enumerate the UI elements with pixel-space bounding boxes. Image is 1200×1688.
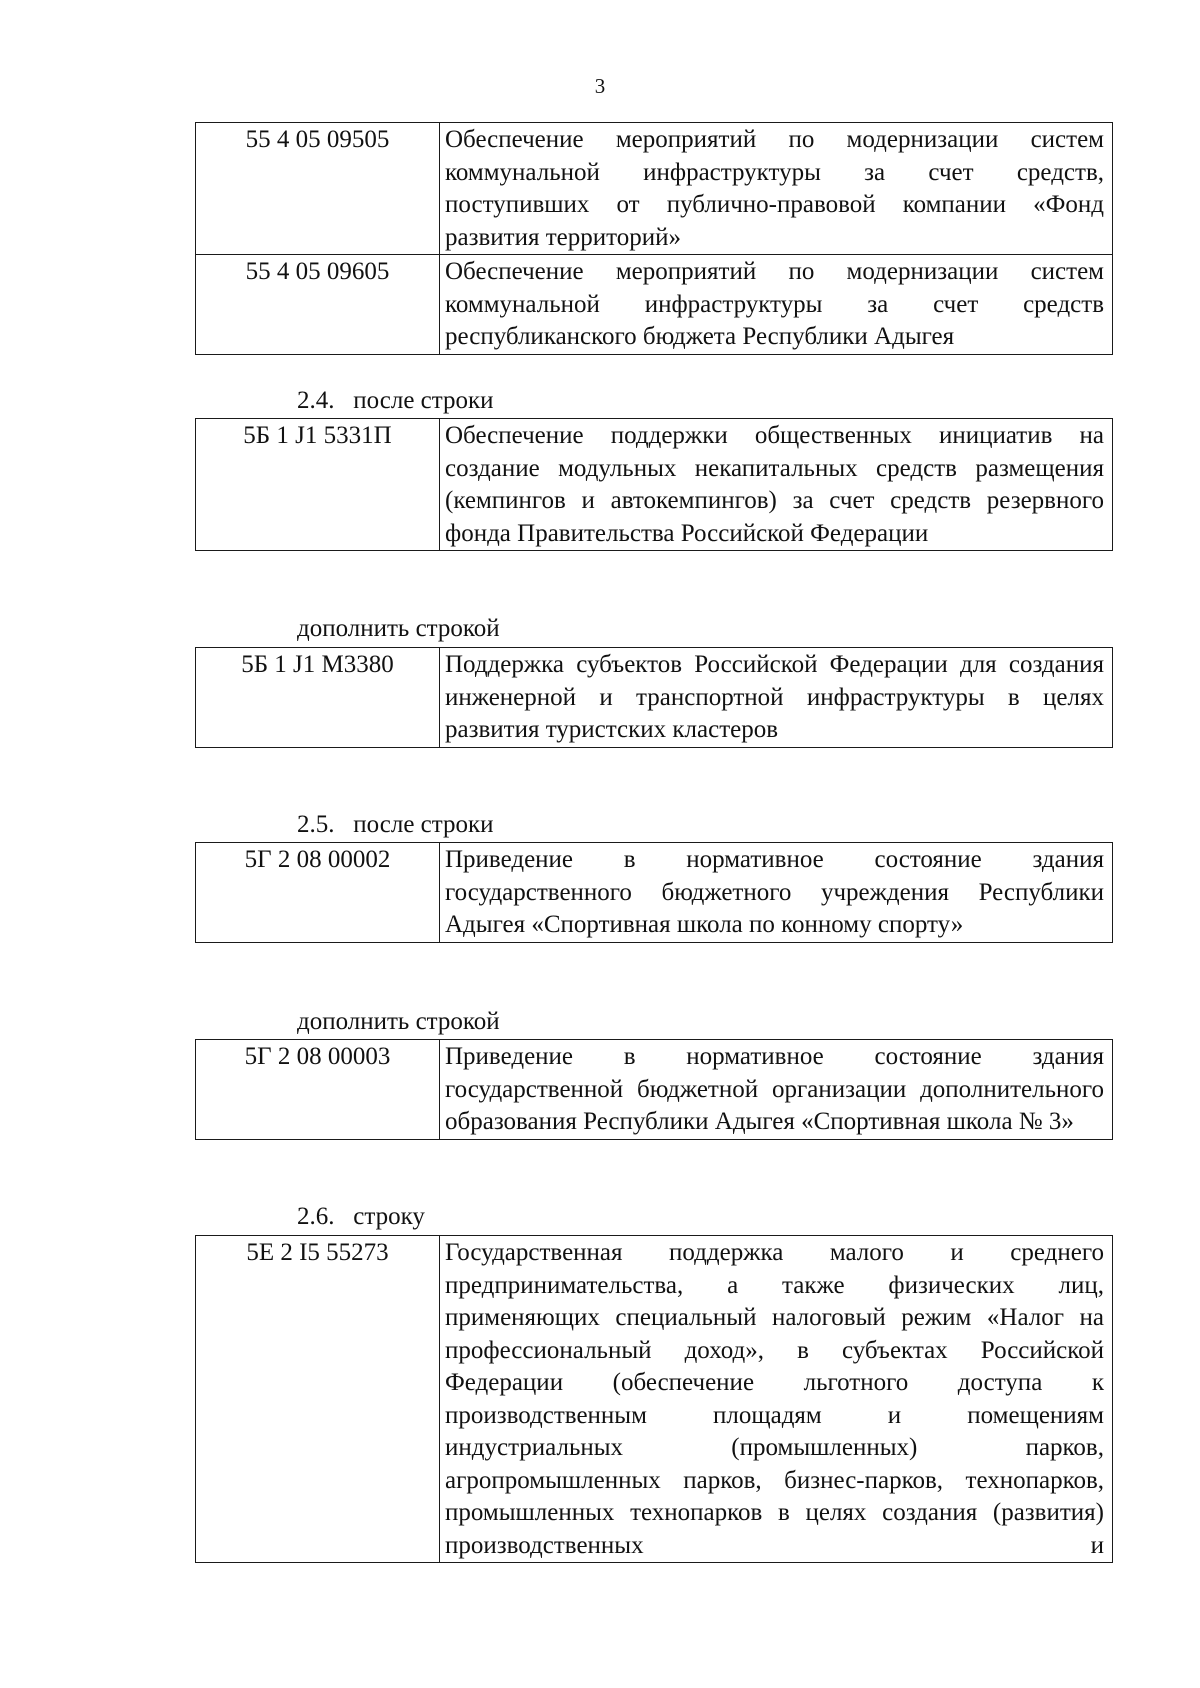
- description-cell: Государственная поддержка малого и среднего предпринимательства, а также физических лиц, применяющих специальный налоговый режим «Налог на профессиональный доход», в субъектах Российской Федерации (обеспечение льготного доступа к производственным площадям и помещениям индустриальных (промышленных) парков, агропромышленных парков, бизнес-парков, технопарков, промышленных технопарков в целях создания (развития) производственных и: [440, 1236, 1113, 1563]
- description-cell: Обеспечение мероприятий по модернизации систем коммунальной инфраструктуры за счет средств, поступивших от публично-правовой компании «Фонд развития территорий»: [440, 123, 1113, 255]
- code-cell: 55 4 05 09605: [196, 255, 440, 355]
- budget-code-table: [195, 418, 1113, 551]
- section-label-2-6: 2.6. строку: [297, 1203, 425, 1230]
- code-cell: 5Б 1 J1 5331П: [196, 419, 440, 551]
- code-cell: 5Г 2 08 00002: [196, 843, 440, 943]
- table-row: [196, 123, 1113, 255]
- budget-code-table: [195, 1039, 1113, 1140]
- code-cell: 55 4 05 09505: [196, 123, 440, 255]
- description-cell: Поддержка субъектов Российской Федерации для создания инженерной и транспортной инфраструктуры в целях развития туристских кластеров: [440, 648, 1113, 748]
- table-row: [196, 419, 1113, 551]
- code-cell: 5Б 1 J1 М3380: [196, 648, 440, 748]
- code-cell: 5Е 2 I5 55273: [196, 1236, 440, 1563]
- table-row: [196, 255, 1113, 355]
- budget-code-table: [195, 842, 1113, 943]
- section-label-2-5: 2.5. после строки: [297, 811, 494, 838]
- page-number: 3: [594, 74, 606, 98]
- instruction-add-row: дополнить строкой: [297, 615, 500, 642]
- table-row: [196, 843, 1113, 943]
- budget-code-table: [195, 647, 1113, 748]
- code-cell: 5Г 2 08 00003: [196, 1040, 440, 1140]
- instruction-add-row: дополнить строкой: [297, 1008, 500, 1035]
- description-cell: Обеспечение поддержки общественных инициатив на создание модульных некапитальных средств размещения (кемпингов и автокемпингов) за счет средств резервного фонда Правительства Российской Федерации: [440, 419, 1113, 551]
- table-row: [196, 1040, 1113, 1140]
- table-row: [196, 648, 1113, 748]
- description-cell: Приведение в нормативное состояние здания государственной бюджетной организации дополнительного образования Республики Адыгея «Спортивная школа № 3»: [440, 1040, 1113, 1140]
- description-cell: Обеспечение мероприятий по модернизации систем коммунальной инфраструктуры за счет средств республиканского бюджета Республики Адыгея: [440, 255, 1113, 355]
- table-row: [196, 1236, 1113, 1563]
- budget-code-table: [195, 1235, 1113, 1563]
- section-label-2-4: 2.4. после строки: [297, 387, 494, 414]
- budget-code-table: [195, 122, 1113, 355]
- description-cell: Приведение в нормативное состояние здания государственного бюджетного учреждения Республики Адыгея «Спортивная школа по конному спорту»: [440, 843, 1113, 943]
